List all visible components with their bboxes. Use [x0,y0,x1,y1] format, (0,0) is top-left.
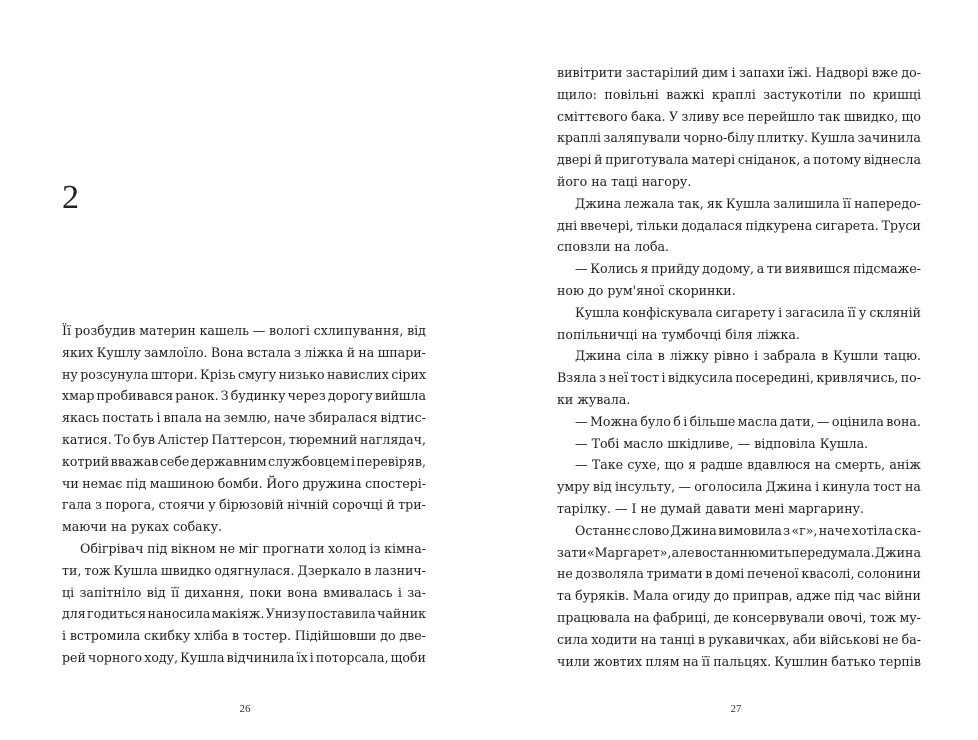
text-line: двері й приготувала матері сніданок, а потому віднесла [557,152,921,168]
text-line: — Колись я прийду додому, а ти виявишся підсмаже- [575,261,921,277]
text-line: ну розсунула штори. Крізь смугу низько навислих сірих [62,366,426,382]
text-line: не дозволяла тримати в домі печеної квасолі, солонини [557,566,921,582]
text-line: Обігрівач під вікном не міг прогнати холод із кімна- [80,540,426,556]
text-line: гала з порога, стоячи у бірюзовій нічній сорочці й три- [62,497,426,513]
text-line: сміттєвого бака. У зливу все перейшло так швидко, що [557,108,921,124]
text-line: для годиться наносила макіяж. Унизу поставила чайник [62,606,426,622]
text-line: якась постать і впала на землю, наче збиралася відтис- [62,410,426,426]
text-line: Її розбудив материн кашель — вологі схлипування, від [62,323,426,338]
text-line: чили жовтих плям на її пальцях. Кушлин батько терпів [557,653,921,669]
text-line: яких Кушлу замлоїло. Вона встала з ліжка й на шпари- [62,344,426,360]
text-line: і встромила скибку хліба в тостер. Підійшовши до две- [62,628,426,644]
text-line: — Таке сухе, що я радше вдавлюся на смерть, аніж [575,457,921,473]
right-page [489,0,978,740]
text-line: та буряків. Мала огиду до приправ, адже під час війни [557,588,921,604]
text-line: сповзли на лоба. [557,239,670,255]
text-line: попільничці на тумбочці біля ліжка. [557,326,800,342]
text-line: працювала на фабриці, де консервували овочі, тож му- [557,609,921,625]
text-line: Кушла конфіскувала сигарету і загасила її у скляній [575,304,921,320]
text-line: ки жувала. [557,391,631,407]
text-line: його на таці нагору. [557,173,692,189]
text-line: ною до рум'яної скоринки. [557,282,736,298]
text-line: хмар пробивався ранок. З будинку через дорогу вийшла [62,388,426,404]
text-line: краплі заляпували чорно-білу плитку. Кушла зачинила [557,130,921,146]
text-line: зати «Маргарет», але в останню мить передумала. Джина [557,544,921,560]
text-line: котрий вважав себе державним службовцем і перевіряв, [62,453,426,469]
text-line: — Можна було б і більше масла дати, — оцінила вона. [575,413,921,429]
text-line: Джина лежала так, як Кушла залишила її напередо- [575,195,921,211]
text-line: ці запітніло від її дихання, поки вона вмивалась і за- [62,584,426,600]
text-line: тарілку. — І не думай давати мені маргарину. [557,500,865,516]
text-line: Взяла з неї тост і відкусила посередині, кривлячись, по- [557,370,921,386]
left-page-body [62,320,426,669]
chapter-number: 2 [62,179,79,216]
text-line: — Тобі масло шкідливе, — відповіла Кушла. [575,435,869,451]
text-line: рей чорного ходу, Кушла відчинила їх і поторсала, щоби [62,649,426,665]
text-line: катися. То був Алістер Паттерсон, тюремний наглядач, [62,431,426,447]
page-number-left: 26 [239,703,251,715]
text-line: вивітрити застарілий дим і запахи їжі. Надворі вже до- [557,65,921,80]
text-line: дні ввечері, тільки додалася підкурена сигарета. Труси [557,217,921,233]
text-line: щило: повільні важкі краплі застукотіли по кришці [557,86,921,102]
text-line: ти, тож Кушла швидко одягнулася. Дзеркало в лазнич- [62,562,426,578]
page-number-right: 27 [730,703,742,715]
text-line: умру від інсульту, — оголосила Джина і кинула тост на [557,479,921,495]
text-line: Останнє слово Джина вимовила з «г», наче хотіла ска- [575,522,921,538]
text-line: сила ходити на танці в рукавичках, аби військові не ба- [557,631,921,647]
text-line: чи немає під машиною бомби. Його дружина спостері- [62,475,426,491]
text-line: маючи на руках собаку. [62,519,222,535]
right-page-body [557,62,921,672]
text-line: Джина сіла в ліжку рівно і забрала в Кушли тацю. [575,348,921,364]
